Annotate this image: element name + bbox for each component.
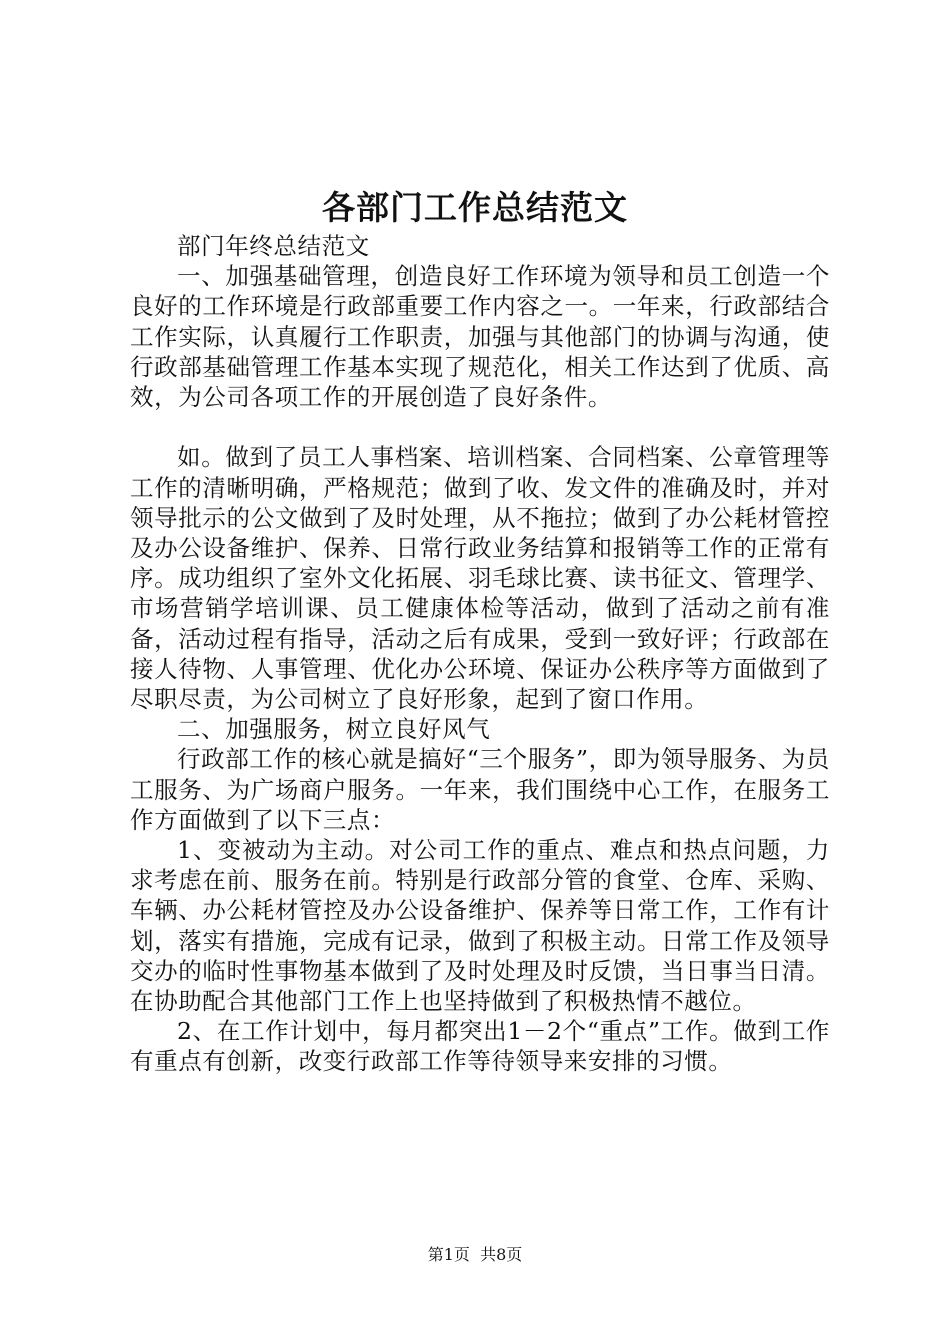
paragraph-spacer: [130, 412, 830, 442]
page-number: 第1页: [427, 1245, 470, 1264]
page-total: 共8页: [480, 1245, 523, 1264]
section-heading: 部门年终总结范文: [177, 232, 370, 260]
body-paragraph: 1、变被动为主动。对公司工作的重点、难点和热点问题，力求考虑在前、服务在前。特别是行政部分管的食堂、仓库、采购、车辆、办公耗材管控及办公设备维护、保养等日常工作，工作有计划，落实有措施，完成有记录，做到了积极主动。日常工作及领导交办的临时性事物基本做到了及时处理及时反馈，当日事当日清。在协助配合其他部门工作上也坚持做到了积极热情不越位。: [130, 836, 830, 1016]
document-body: [130, 231, 830, 1077]
body-paragraph: 如。做到了员工人事档案、培训档案、合同档案、公章管理等工作的清晰明确，严格规范；做到了收、发文件的准确及时，并对领导批示的公文做到了及时处理，从不拖拉；做到了办公耗材管控及办公设备维护、保养、日常行政业务结算和报销等工作的正常有序。成功组织了室外文化拓展、羽毛球比赛、读书征文、管理学、市场营销学培训课、员工健康体检等活动，做到了活动之前有准备，活动过程有指导，活动之后有成果，受到一致好评；行政部在接人待物、人事管理、优化办公环境、保证办公秩序等方面做到了尽职尽责，为公司树立了良好形象，起到了窗口作用。: [130, 443, 830, 714]
body-paragraph: 2、在工作计划中，每月都突出1－2个“重点”工作。做到工作有重点有创新，改变行政部工作等待领导来安排的习惯。: [130, 1017, 830, 1076]
body-paragraph: 行政部工作的核心就是搞好“三个服务”，即为领导服务、为员工服务、为广场商户服务。一年来，我们围绕中心工作，在服务工作方面做到了以下三点：: [130, 745, 830, 834]
body-paragraph: 一、加强基础管理，创造良好工作环境为领导和员工创造一个良好的工作环境是行政部重要工作内容之一。一年来，行政部结合工作实际，认真履行工作职责，加强与其他部门的协调与沟通，使行政部基础管理工作基本实现了规范化，相关工作达到了优质、高效，为公司各项工作的开展创造了良好条件。: [130, 262, 830, 412]
document-title: 各部门工作总结范文: [322, 188, 628, 227]
footer-separator: [470, 1245, 480, 1264]
page-footer: [0, 1244, 950, 1266]
section-heading: 二、加强服务，树立良好风气: [177, 715, 491, 744]
